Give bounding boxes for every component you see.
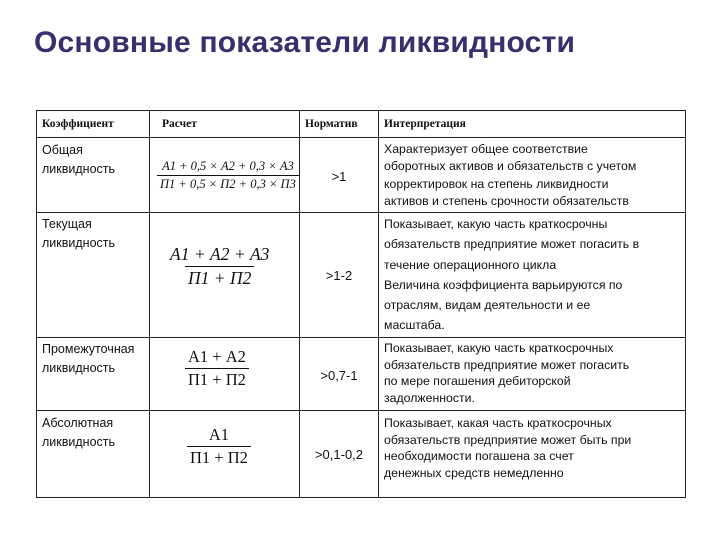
interp-line: Показывает, какая часть краткосрочных [384,416,612,430]
name-line: Промежуточная [42,342,135,356]
interp-line: необходимости погашена за счет [384,449,574,463]
interp-line: оборотных активов и обязательств с учетом [384,159,637,174]
name-line: ликвидность [42,236,116,250]
table-row-name [42,215,115,253]
row-divider [37,337,685,338]
formula-numerator: А1 [208,425,230,444]
formula-denominator: П1 + П2 [187,446,251,468]
page-title: Основные показатели ликвидности [34,26,576,59]
formula-numerator: А1 + А2 + А3 [170,244,270,264]
formula-numerator: А1 + 0,5 × А2 + 0,3 × А3 [162,159,294,173]
norm-value: >0,7-1 [320,368,358,383]
interpretation-text [384,415,684,481]
norm-value: >0,1-0,2 [314,447,364,462]
formula-numerator: А1 + А2 [188,347,246,366]
interp-line: Показывает, какую часть краткосрочны [384,217,608,231]
interp-line: Характеризует общее соответствие [384,142,588,156]
header-norm: Норматив [305,118,358,130]
interp-line: обязательств предприятие может погасить [384,357,630,372]
table-row-name [42,141,115,179]
interp-line: масштаба. [384,318,445,333]
interpretation-text [384,340,684,406]
interp-line: обязательств предприятие может быть при [384,432,632,447]
name-line: ликвидность [42,162,116,176]
column-divider [378,111,379,497]
formula-general [157,159,299,192]
name-line: Абсолютная [42,416,114,430]
formula-intermediate [185,347,249,390]
row-divider [37,410,685,411]
name-line: ликвидность [42,361,116,375]
interp-line: отраслям, видам деятельности и ее [384,298,591,313]
interp-line: Величина коэффициента варьируются по [384,277,623,292]
interp-line: по мере погашения дебиторской [384,374,571,388]
name-line: Общая [42,143,83,157]
name-line: Текущая [42,217,92,231]
formula-denominator: П1 + П2 [185,368,249,390]
interpretation-text [384,141,684,210]
norm-value: >1-2 [325,268,353,283]
formula-current [167,244,272,289]
interpretation-text [384,214,684,336]
formula-absolute [187,425,251,468]
name-line: ликвидность [42,435,116,449]
formula-denominator: П1 + 0,5 × П2 + 0,3 × П3 [157,175,299,192]
header-interpretation: Интерпретация [384,118,466,130]
interp-line: задолженности. [384,390,475,405]
formula-denominator: П1 + П2 [185,266,254,289]
liquidity-table [36,110,686,498]
header-coefficient: Коэффициент [42,118,114,130]
table-row-name [42,414,115,452]
row-divider [37,137,685,138]
row-divider [37,212,685,213]
interp-line: корректировок на степень ликвидности [384,176,609,191]
interp-line: денежных средств немедленно [384,465,564,480]
norm-value: >1 [331,169,347,184]
interp-line: активов и степень срочности обязательств [384,193,629,208]
interp-line: обязательств предприятие может погасить в [384,237,640,252]
interp-line: течение операционного цикла [384,257,557,272]
header-calculation: Расчет [162,118,197,130]
column-divider [149,111,150,497]
table-row-name [42,340,134,378]
interp-line: Показывает, какую часть краткосрочных [384,341,614,355]
